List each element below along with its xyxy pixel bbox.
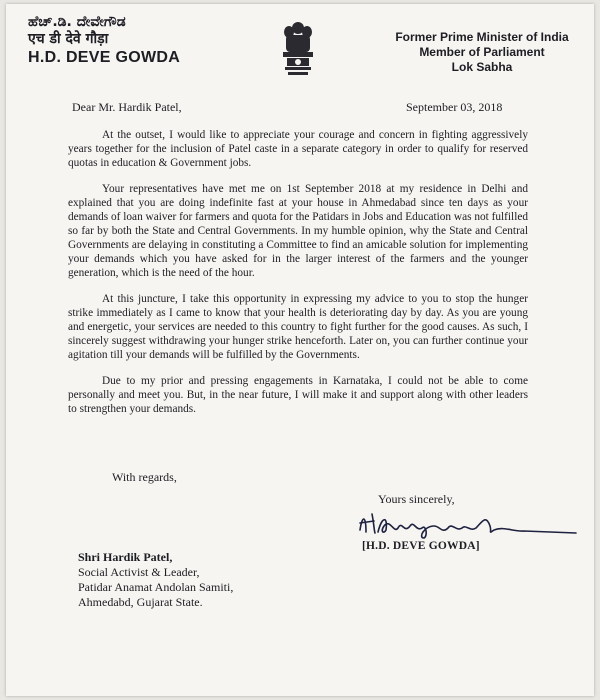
name-english: H.D. DEVE GOWDA — [28, 49, 181, 66]
designation-line: Member of Parliament — [419, 45, 545, 59]
recipient-line: Patidar Anamat Andolan Samiti, — [78, 580, 234, 594]
letterhead-name-block — [28, 14, 180, 68]
letter-date: September 03, 2018 — [406, 100, 503, 114]
signer-name: [H.D. DEVE GOWDA] — [362, 540, 480, 552]
name-hindi: एच डी देवे गौड़ा — [28, 31, 109, 47]
handwritten-signature — [354, 506, 584, 540]
designation-line: Lok Sabha — [451, 60, 513, 74]
national-emblem-icon — [278, 18, 318, 80]
salutation: Dear Mr. Hardik Patel, — [72, 100, 182, 114]
designation-line: Former Prime Minister of India — [395, 30, 569, 44]
designation-block — [382, 30, 582, 75]
recipient-line: Ahmedabd, Gujarat State. — [78, 595, 203, 609]
body-paragraph: Your representatives have met me on 1st September 2018 at my residence in Delhi and explained that you are doing indefinite fast at your house in Ahmedabad since ten days as your demands of loan waiver for farmers and quota for the Patidars in Jobs and Education was not fulfilled so far by both the State and Central Governments. In my humble opinion, why the State and Central Governments are delaying in constituting a Committee to find an amicable solution for implementing your demands which you have asked for in the larger interest of the farmers and the younger generation, which is the need of the hour. — [68, 183, 528, 279]
body-paragraph: Due to my prior and pressing engagements in Karnataka, I could not be able to come personally and meet you. But, in the near future, I will make it and support along with other leaders to strengthen your demands. — [68, 375, 528, 415]
regards: With regards, — [112, 470, 177, 484]
recipient-address — [78, 550, 233, 610]
letter-sheet — [6, 4, 594, 696]
body-paragraph: At the outset, I would like to appreciate your courage and concern in fighting aggressively years together for the inclusion of Patel caste in a separate category in order to qualify for reserved quotas in education & Government jobs. — [68, 129, 528, 169]
body-paragraph: At this juncture, I take this opportunity in expressing my advice to you to stop the hunger strike immediately as I came to know that your health is deteriorating day by day. As you are young and energetic, your services are needed to this country to fight further for the good causes. As such, I sincerely suggest withdrawing your hunger strike henceforth. Later on, you can further continue your agitation till your demands will be fulfilled by the Governments. — [68, 293, 528, 361]
closing: Yours sincerely, — [378, 492, 455, 506]
recipient-name: Shri Hardik Patel, — [78, 550, 173, 564]
recipient-line: Social Activist & Leader, — [78, 565, 200, 579]
name-kannada: ಹೆಚ್.ಡಿ. ದೇವೇಗೌಡ — [28, 14, 126, 30]
letter-body — [68, 128, 528, 428]
